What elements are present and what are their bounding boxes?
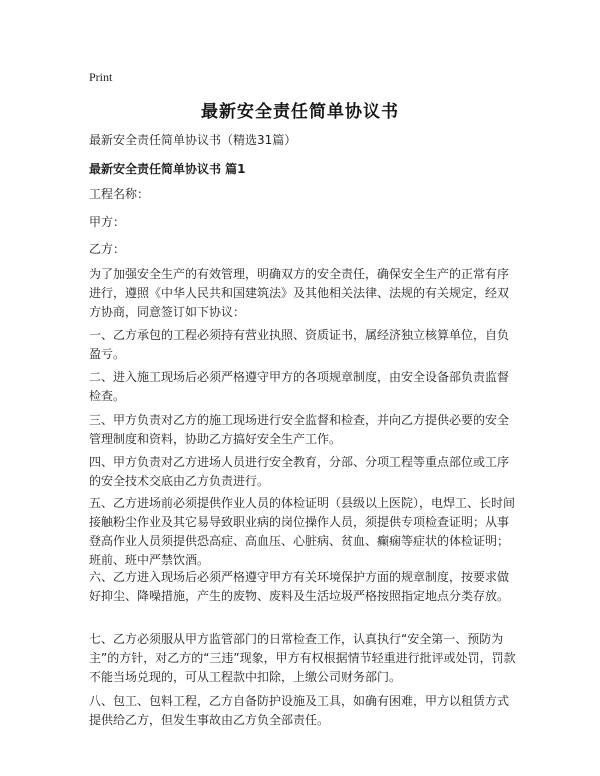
clause-5: 五、乙方进场前必须提供作业人员的体检证明（县级以上医院），电焊工、长时间接触粉尘作业及其它易导致职业病的岗位操作人员，须提供专项检查证明；从事登高作业人员须提供恐高症、高血压、心脏病、贫血、癫痫等症状的体检证明；班前、班中严禁饮酒。 bbox=[89, 496, 516, 567]
clause-4: 四、甲方负责对乙方进场人员进行安全教育，分部、分项工程等重点部位或工序的安全技术交底由乙方负责进行。 bbox=[89, 455, 510, 488]
document-title: 最新安全责任简单协议书 bbox=[201, 102, 399, 122]
intro-paragraph: 为了加强安全生产的有效管理，明确双方的安全责任，确保安全生产的正常有序进行，遵照《中华人民共和国建筑法》及其他相关法律、法规的有关规定，经双方协商，同意签订如下协议： bbox=[89, 267, 510, 319]
clause-3: 三、甲方负责对乙方的施工现场进行安全监督和检查，并向乙方提供必要的安全管理制度和资料，协助乙方搞好安全生产工作。 bbox=[89, 413, 510, 446]
section-heading: 最新安全责任简单协议书 篇1 bbox=[89, 162, 246, 176]
clause-7: 七、乙方必须服从甲方监管部门的日常检查工作，认真执行“安全第一、预防为主”的方针，对乙方的“三违”现象，甲方有权根据情节轻重进行批评或处罚，罚款不能当场兑现的，可从工程款中扣除，上缴公司财务部门。 bbox=[89, 632, 516, 684]
clause-2: 二、进入施工现场后必须严格遵守甲方的各项规章制度，由安全设备部负责监督检查。 bbox=[89, 370, 510, 403]
clause-6: 六、乙方进入现场后必须严格遵守甲方有关环境保护方面的规章制度，按要求做好抑尘、降噪措施，产生的废物、废料及生活垃圾严格按照指定地点分类存放。 bbox=[89, 570, 510, 603]
field-party-a: 甲方： bbox=[89, 215, 126, 229]
document-subtitle: 最新安全责任简单协议书（精选31篇） bbox=[89, 133, 297, 147]
clause-8: 八、包工、包料工程，乙方自备防护设施及工具，如确有困难，甲方以租赁方式提供给乙方，但发生事故由乙方负全部责任。 bbox=[89, 694, 510, 727]
field-party-b: 乙方： bbox=[89, 242, 126, 256]
field-project-name: 工程名称： bbox=[89, 187, 150, 201]
clause-1: 一、乙方承包的工程必须持有营业执照、资质证书，属经济独立核算单位，自负盈亏。 bbox=[89, 328, 510, 361]
print-link[interactable]: Print bbox=[89, 70, 113, 84]
